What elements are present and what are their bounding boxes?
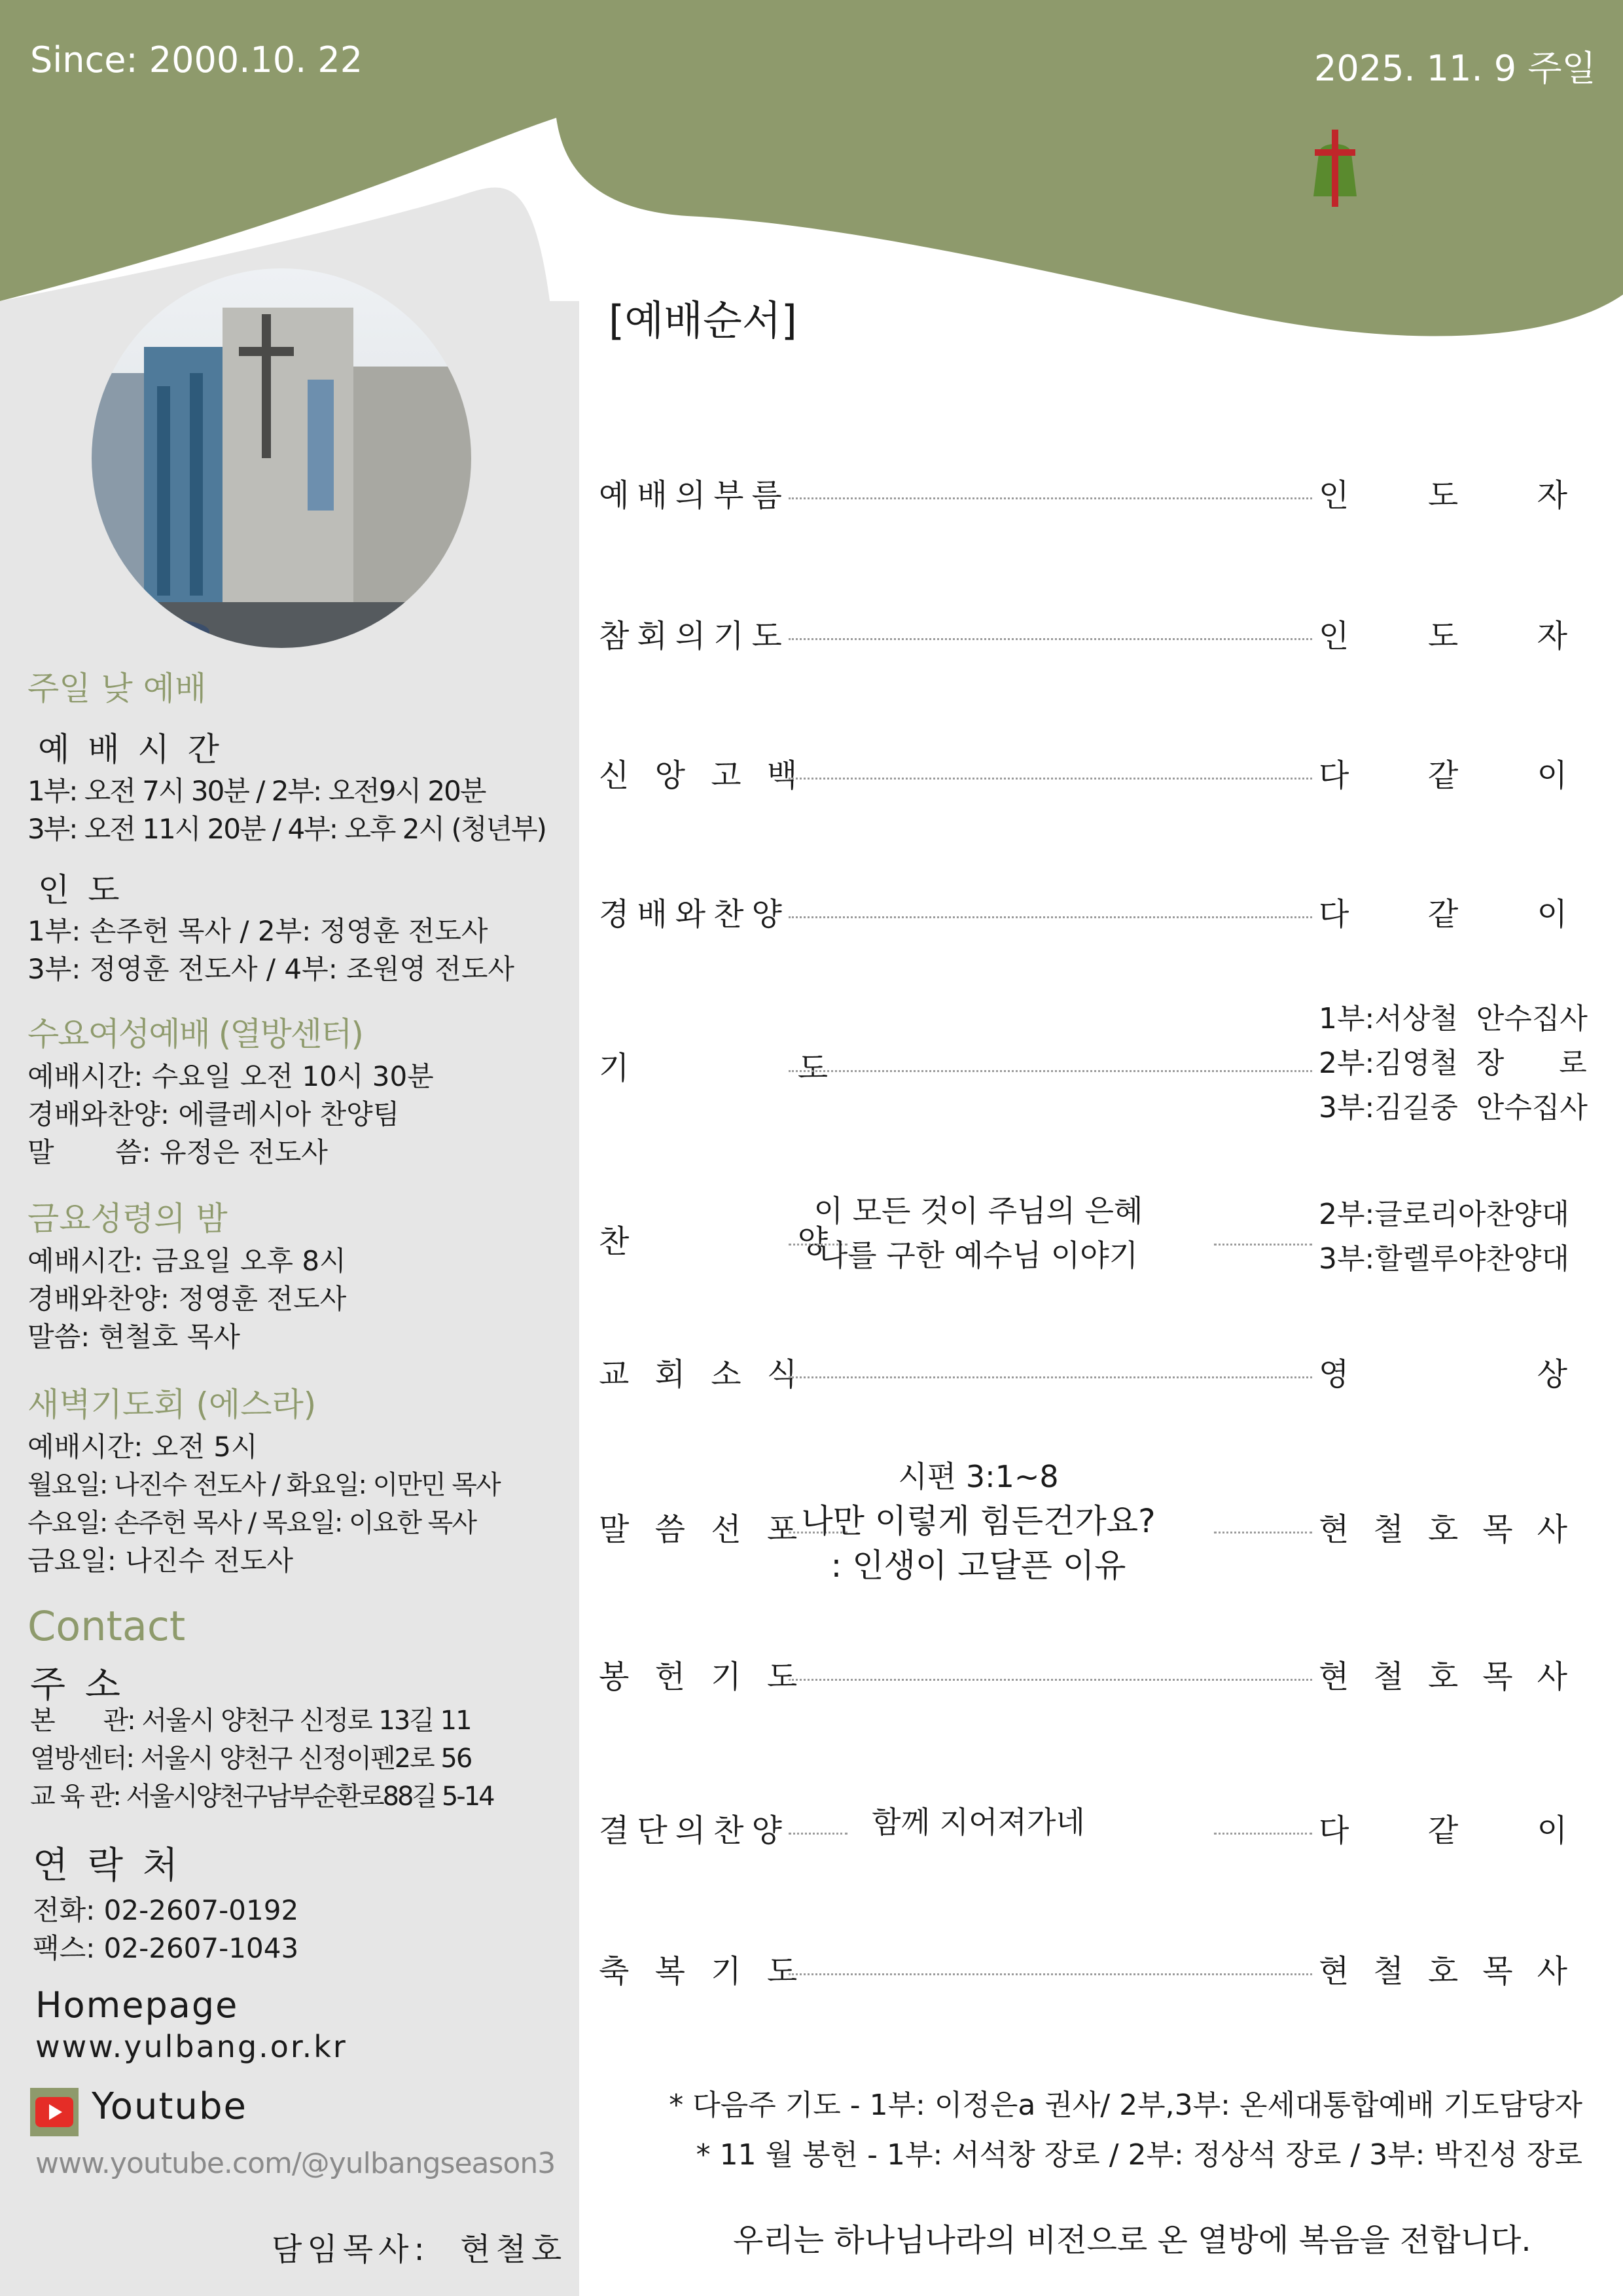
cross-bell-icon [1306,124,1364,209]
service-date: 2025. 11. 9 주일 [1314,48,1596,89]
order-item-leaders [1319,1193,1567,1282]
youtube-icon [30,2088,79,2136]
homepage-link[interactable]: www.yulbang.or.kr [35,2029,348,2064]
address-line-1: 본 관: 서울시 양천구 신정로 13길 11 [30,1706,471,1736]
leader-char: 다 [1319,757,1349,794]
leader-char: 다 [1319,896,1349,933]
leader-dots-right [1214,1833,1312,1835]
wednesday-line-2: 경배와찬양: 에클레시아 찬양팀 [27,1098,400,1130]
order-item-leader [1319,1946,1567,1991]
leader-dots [789,1973,1312,1975]
church-logo [1306,124,1587,294]
sunday-time-line-1: 1부: 오전 7시 30분 / 2부: 오전9시 20분 [27,775,486,807]
order-item-leader [1319,611,1567,656]
order-item-leader [1319,750,1567,795]
detail-line: 나만 이렇게 힘든건가요? [801,1502,1156,1540]
leader-line: 3부:김길중 안수집사 [1319,1091,1588,1124]
order-item-name: 봉 헌 기 도 [599,1659,806,1695]
leader-dots [789,1376,1312,1378]
monthly-offering-note: * 11 월 봉헌 - 1부: 서석창 장로 / 2부: 정상석 장로 / 3부: 박진성 장로 [696,2138,1582,2172]
leader-char: 사 [1537,1511,1567,1548]
service-times-label: 예 배 시 간 [38,730,223,768]
leader-dots-right [1214,1532,1312,1534]
sunday-leader-line-1: 1부: 손주헌 목사 / 2부: 정영훈 전도사 [27,915,488,947]
sunday-time-line-2: 3부: 오전 11시 20분 / 4부: 오후 2시 (청년부) [27,813,546,845]
order-item-leader [1319,1349,1567,1394]
leader-char: 철 [1373,1511,1404,1548]
friday-line-1: 예배시간: 금요일 오후 8시 [27,1245,346,1277]
leader-char: 현 [1319,1659,1349,1695]
leader-dots [789,497,1312,499]
friday-service-heading: 금요성령의 밤 [27,1200,228,1238]
order-item-name: 축 복 기 도 [599,1953,806,1990]
order-item-name: 참회의기도 [599,618,790,655]
leader-dots [789,638,1312,640]
dawn-line-3: 수요일: 손주헌 목사 / 목요일: 이요한 목사 [27,1508,476,1538]
order-row [599,1787,1567,1865]
leader-char: 사 [1537,1659,1567,1695]
leader-char: 다 [1319,1812,1349,1849]
leader-char: 영 [1319,1356,1349,1393]
leader-char: 같 [1427,1812,1459,1849]
order-item-name: 신 앙 고 백 [599,757,806,794]
detail-line: 함께 지어져가네 [872,1804,1085,1840]
leader-char: 목 [1482,1953,1513,1990]
leader-char: 호 [1427,1511,1459,1548]
order-item-name: 말 씀 선 포 [599,1511,806,1548]
leader-char: 인 [1319,618,1349,655]
order-row [599,452,1567,530]
order-item-name: 예배의부름 [599,477,790,514]
leader-char: 도 [1427,477,1459,514]
address-line-3: 교 육 관: 서울시양천구남부순환로88길 5-14 [30,1782,493,1812]
church-vision: 우리는 하나님나라의 비전으로 온 열방에 복음을 전합니다. [733,2222,1531,2259]
order-row [599,998,1588,1129]
church-name: 열방교회 [1378,137,1556,294]
order-item-leader [1319,889,1567,934]
leader-char: 목 [1482,1511,1513,1548]
order-item-name: 찬 양 [599,1223,836,1260]
since-date: Since: 2000.10. 22 [30,39,363,81]
wednesday-line-3: 말 씀: 유정은 전도사 [27,1136,328,1168]
order-item-leader [1319,1805,1567,1850]
leaders-label: 인 도 [38,871,124,909]
order-item-detail [782,1454,1175,1588]
order-item-leaders [1319,997,1588,1130]
wednesday-line-1: 예배시간: 수요일 오전 10시 30분 [27,1060,434,1092]
dawn-line-2: 월요일: 나진수 전도사 / 화요일: 이만민 목사 [27,1470,500,1500]
order-row [599,592,1567,671]
contact-heading: Contact [27,1602,186,1650]
leader-char: 이 [1537,757,1567,794]
detail-line: 나를 구한 예수님 이야기 [818,1238,1139,1273]
friday-line-2: 경배와찬양: 정영훈 전도사 [27,1283,347,1315]
order-item-name: 결단의찬양 [599,1812,790,1849]
sunday-leader-line-2: 3부: 정영훈 전도사 / 4부: 조원영 전도사 [27,953,515,985]
leader-char: 사 [1537,1953,1567,1990]
leader-char: 호 [1427,1953,1459,1990]
youtube-row[interactable] [30,2085,554,2138]
homepage-label: Homepage [35,1984,239,2026]
leader-char: 현 [1319,1511,1349,1548]
leader-char: 이 [1537,1812,1567,1849]
phone-label: 연 락 처 [33,1844,182,1887]
next-week-prayer-note: * 다음주 기도 - 1부: 이정은a 권사/ 2부,3부: 온세대통합예배 기도담당자 [669,2089,1582,2122]
dawn-line-4: 금요일: 나진수 전도사 [27,1545,294,1577]
leader-char: 도 [1427,618,1459,655]
dawn-line-1: 예배시간: 오전 5시 [27,1431,258,1463]
order-item-name: 기 도 [599,1050,836,1086]
order-row [599,1440,1567,1610]
leader-char: 자 [1537,477,1567,514]
sunday-service-heading: 주일 낮 예배 [27,670,207,708]
leader-char: 같 [1427,757,1459,794]
leader-char: 철 [1373,1953,1404,1990]
leader-line: 3부:할렐루야찬양대 [1319,1242,1569,1276]
scripture-reference: 시편 3:1~8 [898,1459,1059,1494]
senior-pastor: 담임목사: 현철호 [272,2231,567,2268]
leader-char: 자 [1537,618,1567,655]
leader-char: 목 [1482,1659,1513,1695]
youtube-label: Youtube [92,2085,247,2128]
order-item-detail [782,1800,1175,1844]
order-row [599,732,1567,810]
order-row [599,1331,1567,1409]
address-line-2: 열방센터: 서울시 양천구 신정이펜2로 56 [30,1744,472,1774]
church-building-photo [92,268,471,648]
order-item-leader [1319,1651,1567,1696]
order-of-worship-title: [예배순서] [609,296,797,344]
leader-dots [789,1070,1312,1072]
order-row [599,1191,1567,1283]
church-name-english: ALL NATIONS PRESBYTERIAN CHURCH [1381,204,1586,215]
leader-char: 호 [1427,1659,1459,1695]
leader-line: 2부:글로리아찬양대 [1319,1198,1569,1231]
wednesday-service-heading: 수요여성예배 (열방센터) [27,1015,363,1053]
fax-number: 팩스: 02-2607-1043 [33,1932,299,1964]
order-row [599,870,1567,949]
detail-line: : 인생이 고달픈 이유 [830,1547,1126,1585]
leader-char: 인 [1319,477,1349,514]
order-item-name: 경배와찬양 [599,896,790,933]
leader-char: 상 [1537,1356,1567,1393]
leader-line: 1부:서상철 안수집사 [1319,1002,1588,1035]
leader-dots [789,1679,1312,1681]
order-item-leader [1319,1504,1567,1549]
phone-number: 전화: 02-2607-0192 [33,1894,299,1926]
friday-line-3: 말씀: 현철호 목사 [27,1321,240,1353]
order-item-detail [782,1189,1175,1278]
leader-char: 철 [1373,1659,1404,1695]
dawn-prayer-heading: 새벽기도회 (에스라) [27,1386,317,1424]
leader-line: 2부:김영철 장 로 [1319,1047,1587,1080]
order-row [599,1928,1567,2006]
leader-char: 현 [1319,1953,1349,1990]
detail-line: 이 모든 것이 주님의 은혜 [813,1193,1143,1229]
order-item-leader [1319,470,1567,515]
youtube-link[interactable]: www.youtube.com/@yulbangseason3 [35,2147,556,2180]
leader-dots [789,778,1312,780]
order-row [599,1633,1567,1712]
leader-char: 이 [1537,896,1567,933]
address-label: 주 소 [30,1664,124,1706]
leader-dots-right [1214,1244,1312,1246]
leader-dots [789,916,1312,918]
leader-char: 같 [1427,896,1459,933]
order-item-name: 교 회 소 식 [599,1356,806,1393]
